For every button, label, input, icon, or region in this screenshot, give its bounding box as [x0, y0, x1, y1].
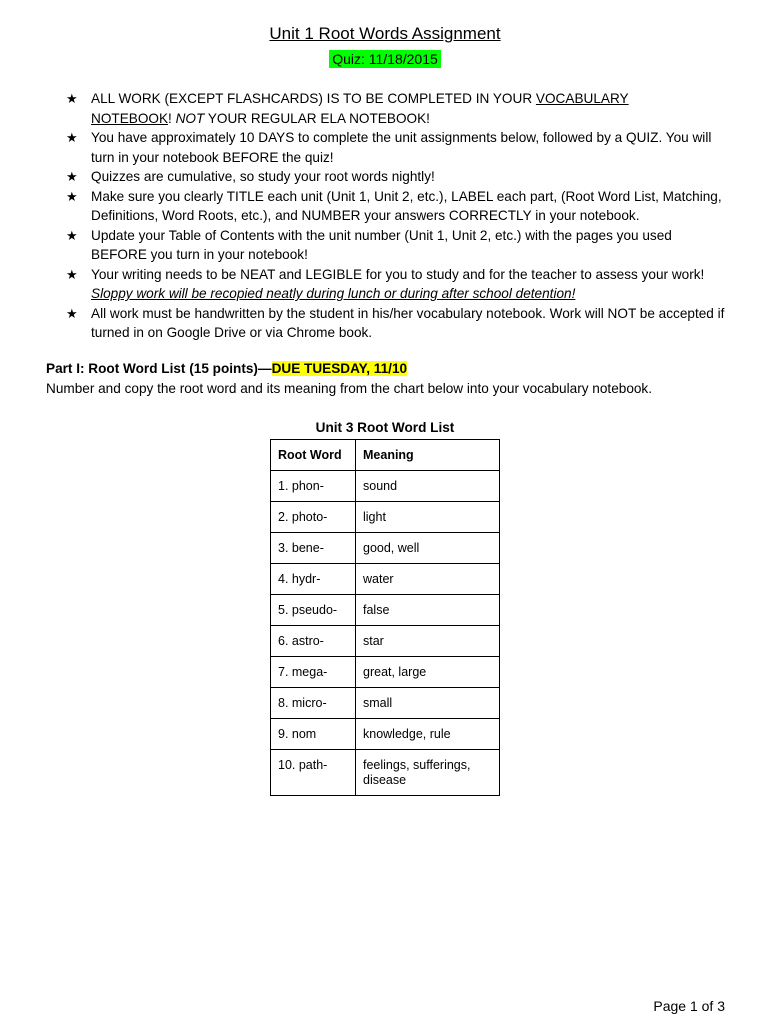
meaning-cell: small: [356, 688, 500, 719]
table-row: [271, 564, 500, 595]
sloppy-work-note: Sloppy work will be recopied neatly during lunch or during after school detention!: [91, 286, 576, 301]
page-number: Page 1 of 3: [653, 998, 725, 1014]
star-icon: ★: [66, 169, 78, 184]
quiz-date: [0, 51, 770, 67]
star-icon: ★: [66, 305, 78, 321]
column-header-meaning: Meaning: [356, 440, 500, 471]
meaning-cell: knowledge, rule: [356, 719, 500, 750]
vocabulary-underline: VOCABULARY: [535, 91, 629, 106]
instruction-item: ★ Update your Table of Contents with the unit number (Unit 1, Unit 2, etc.) with the pages you used BEFORE you turn in your notebook!: [66, 227, 672, 262]
page-title: Unit 1 Root Words Assignment: [269, 24, 501, 43]
table-row: [271, 750, 500, 796]
star-icon: ★: [66, 266, 78, 282]
table-header-row: [271, 440, 500, 471]
instruction-item: ★ Your writing needs to be NEAT and LEGIBLE for you to study and for the teacher to assess your work! Sloppy work will be recopied neatly during lunch or during after school detention!: [66, 266, 705, 301]
instruction-item: ★ ALL WORK (EXCEPT FLASHCARDS) IS TO BE COMPLETED IN YOUR VOCABULARY NOTEBOOK! NOT YOUR REGULAR ELA NOTEBOOK!: [66, 91, 629, 126]
meaning-cell: water: [356, 564, 500, 595]
meaning-cell: light: [356, 502, 500, 533]
root-word-cell: 2. photo-: [271, 502, 356, 533]
meaning-cell: false: [356, 595, 500, 626]
not-emphasis: NOT: [175, 110, 205, 126]
star-icon: ★: [66, 91, 78, 106]
quiz-date-highlight: Quiz: 11/18/2015: [329, 50, 441, 68]
table-row: [271, 595, 500, 626]
part1-description: Number and copy the root word and its meaning from the chart below into your vocabulary notebook.: [46, 381, 653, 396]
table-title: Unit 3 Root Word List: [315, 420, 455, 435]
table-row: [271, 471, 500, 502]
meaning-cell: great, large: [356, 657, 500, 688]
instruction-item: ★ Quizzes are cumulative, so study your root words nightly!: [66, 167, 726, 187]
table-row: [271, 533, 500, 564]
table-row: [271, 657, 500, 688]
meaning-cell: good, well: [356, 533, 500, 564]
root-word-table: [270, 439, 500, 796]
table-row: [271, 719, 500, 750]
instruction-item: ★ All work must be handwritten by the student in his/her vocabulary notebook. Work will NOT be accepted if turned in on Google Drive or via Chrome book.: [66, 305, 725, 340]
due-date-highlight: DUE TUESDAY, 11/10: [271, 361, 408, 376]
meaning-cell: sound: [356, 471, 500, 502]
table-row: [271, 502, 500, 533]
meaning-cell: star: [356, 626, 500, 657]
root-word-cell: 10. path-: [271, 750, 356, 796]
root-word-cell: 4. hydr-: [271, 564, 356, 595]
meaning-cell: feelings, sufferings, disease: [356, 750, 500, 796]
root-word-cell: 9. nom: [271, 719, 356, 750]
root-word-cell: 7. mega-: [271, 657, 356, 688]
instruction-item: ★ You have approximately 10 DAYS to complete the unit assignments below, followed by a QUIZ. You will turn in your notebook BEFORE the quiz!: [66, 130, 712, 165]
table-row: [271, 626, 500, 657]
instructions-list: [66, 89, 726, 343]
notebook-underline: NOTEBOOK: [91, 110, 169, 126]
star-icon: ★: [66, 188, 78, 204]
column-header-root-word: Root Word: [271, 440, 356, 471]
part1-heading: Part I: Root Word List (15 points)—DUE TUESDAY, 11/10: [46, 361, 408, 376]
table-row: [271, 688, 500, 719]
star-icon: ★: [66, 227, 78, 243]
root-word-cell: 1. phon-: [271, 471, 356, 502]
star-icon: ★: [66, 130, 78, 145]
root-word-cell: 5. pseudo-: [271, 595, 356, 626]
root-word-cell: 8. micro-: [271, 688, 356, 719]
root-word-cell: 6. astro-: [271, 626, 356, 657]
root-word-cell: 3. bene-: [271, 533, 356, 564]
instruction-item: ★ Make sure you clearly TITLE each unit (Unit 1, Unit 2, etc.), LABEL each part, (Root Word List, Matching, Definitions, Word Roots, etc.), and NUMBER your answers CORRECTLY in your notebook.: [66, 188, 722, 223]
